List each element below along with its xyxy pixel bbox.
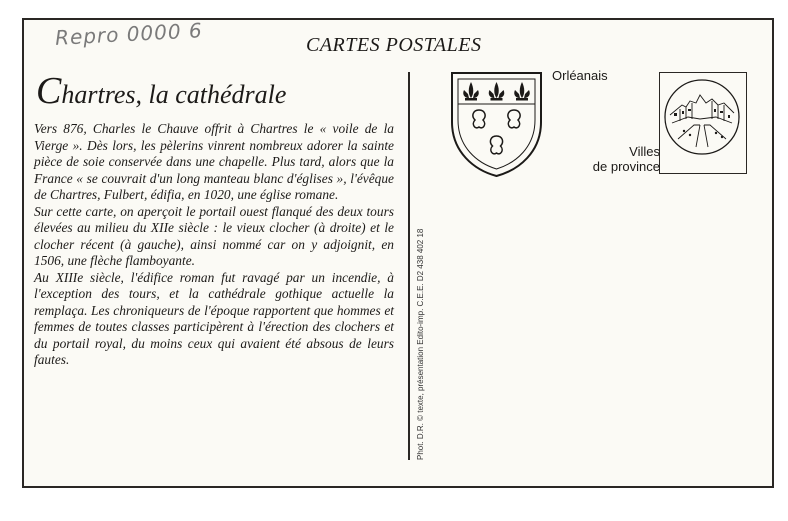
photo-credit: Phot. D.R. © texte, présentation Edito-imp. C.E.E. D2 438 402 18 xyxy=(416,228,425,460)
series-line-1: Villes xyxy=(629,144,660,159)
stamp-box xyxy=(659,72,747,174)
region-label: Orléanais xyxy=(552,68,608,83)
handwritten-reference: Repro 0000 6 xyxy=(54,18,204,50)
cartes-postales-header: CARTES POSTALES xyxy=(306,34,482,56)
city-skyline-icon xyxy=(660,73,745,172)
paragraph-2: Sur cette carte, on aperçoit le portail ouest flanqué des deux tours élevées au milieu du XIIe siècle : le vieux clocher (à droite) et le clocher récent (à gauche), ainsi nommé car on y adjoignit, en 1506, une flèche flamboyante. xyxy=(34,203,394,268)
series-label xyxy=(578,144,660,174)
title-initial: C xyxy=(36,70,62,112)
title-rest: hartres, la cathédrale xyxy=(61,80,287,109)
paragraph-3: Au XIIIe siècle, l'édifice roman fut ravagé par un incendie, à l'exception des tours, et la cathédrale gothique actuelle la remplaça. Les chroniqueurs de l'époque rapportent que hommes et femmes de toutes classes participèrent à l'érection des clochers et du portail royal, du moins ceux qui avaient été absous de leurs fautes. xyxy=(34,269,394,367)
vertical-divider xyxy=(408,72,410,460)
series-line-2: de province xyxy=(592,159,660,174)
article-title xyxy=(36,72,286,110)
article-body xyxy=(34,121,394,369)
paragraph-1: Vers 876, Charles le Chauve offrit à Chartres le « voile de la Vierge ». Dès lors, les pèlerins vinrent nombreux adorer la sainte pièce de soie conservée dans une chapelle. Plus tard, alors que la France « se couvrait d'un long manteau blanc d'églises », l'évêque de Chartres, Fulbert, édifia, en 1020, une église romane. xyxy=(34,121,394,202)
orleanais-coat-of-arms-icon xyxy=(449,70,544,178)
